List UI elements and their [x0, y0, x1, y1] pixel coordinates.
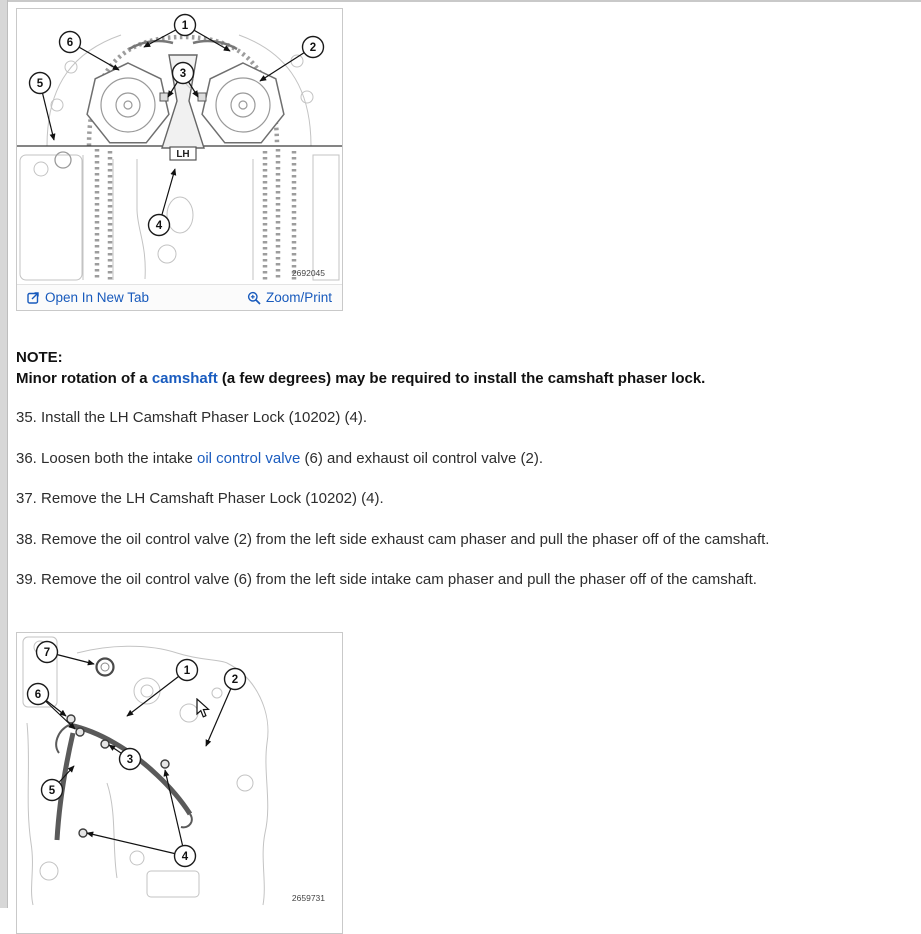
step-text: 35. Install the LH Camshaft Phaser Lock (10202) (4).: [16, 409, 368, 426]
callout-6: [60, 32, 81, 53]
note-label: NOTE:: [16, 349, 63, 366]
open-in-new-tab-label: Open In New Tab: [45, 290, 150, 305]
callout-3: [120, 749, 141, 770]
zoom-print-link[interactable]: [247, 290, 332, 305]
sprocket-intake-left: [87, 63, 169, 143]
step-39: [16, 572, 906, 587]
timing-chain-diagram: [17, 9, 342, 284]
step-text: 36. Loosen both the intake: [16, 449, 197, 467]
note-text-part: (a few degrees) may be required to install the camshaft phaser lock.: [217, 369, 706, 387]
step-36: [16, 451, 906, 466]
svg-text:6: 6: [66, 37, 74, 49]
callout-1: [175, 15, 196, 36]
svg-text:3: 3: [179, 68, 187, 80]
step-35: [16, 410, 906, 425]
svg-text:5: 5: [36, 78, 44, 90]
svg-text:3: 3: [126, 754, 134, 766]
callout-1: [177, 660, 198, 681]
callout-3: [173, 63, 194, 84]
callout-6: [28, 684, 49, 705]
svg-text:5: 5: [48, 785, 56, 797]
figure-id: 2692045: [291, 268, 325, 278]
note-text: [16, 369, 906, 390]
page-left-edge: [0, 0, 8, 908]
step-38: [16, 532, 906, 547]
oil-control-valve-link[interactable]: oil control valve: [196, 449, 301, 467]
svg-text:1: 1: [181, 20, 189, 32]
callout-7: [37, 642, 58, 663]
seal-ring: [97, 659, 114, 676]
callout-4: [175, 846, 196, 867]
open-in-new-tab-icon: [27, 291, 40, 304]
procedure-steps: [16, 410, 906, 613]
svg-text:4: 4: [155, 220, 163, 232]
figure-footer: [17, 284, 342, 310]
svg-text:6: 6: [34, 689, 42, 701]
svg-text:1: 1: [183, 665, 191, 677]
callout-2: [303, 37, 324, 58]
open-in-new-tab-link[interactable]: [27, 290, 149, 305]
step-text: 37. Remove the LH Camshaft Phaser Lock (10202) (4).: [16, 490, 384, 507]
step-text: 38. Remove the oil control valve (2) from the left side exhaust cam phaser and pull the phaser off of the camshaft.: [16, 530, 770, 548]
camshaft-link[interactable]: camshaft: [151, 369, 218, 387]
note-block: [16, 348, 906, 389]
page-top-edge: [0, 0, 921, 2]
figure-timing-chain-box: [16, 8, 343, 311]
svg-text:4: 4: [181, 851, 189, 863]
zoom-icon: [247, 291, 261, 305]
zoom-print-label: Zoom/Print: [265, 290, 332, 305]
callout-5: [30, 73, 51, 94]
note-text-part: Minor rotation of a: [16, 369, 152, 387]
step-37: [16, 491, 906, 506]
step-text: 39. Remove the oil control valve (6) from the left side intake cam phaser and pull the phaser off of the camshaft.: [16, 571, 757, 588]
figure-id: 2659731: [291, 893, 325, 903]
step-text: (6) and exhaust oil control valve (2).: [300, 449, 543, 467]
callout-2: [225, 669, 246, 690]
guide-bolts: [67, 715, 169, 837]
bolt-on-joint-line: [55, 152, 71, 168]
callout-5: [42, 780, 63, 801]
lh-label: LH: [176, 149, 190, 160]
chain-guides-diagram: [17, 633, 342, 907]
svg-text:2: 2: [231, 674, 239, 686]
chain-guide-arms: [56, 725, 192, 840]
svg-text:7: 7: [43, 647, 51, 659]
svg-text:2: 2: [309, 42, 317, 54]
figure-chain-guides-box: [16, 632, 343, 934]
callout-4: [149, 215, 170, 236]
sprocket-exhaust-left: [202, 63, 284, 143]
